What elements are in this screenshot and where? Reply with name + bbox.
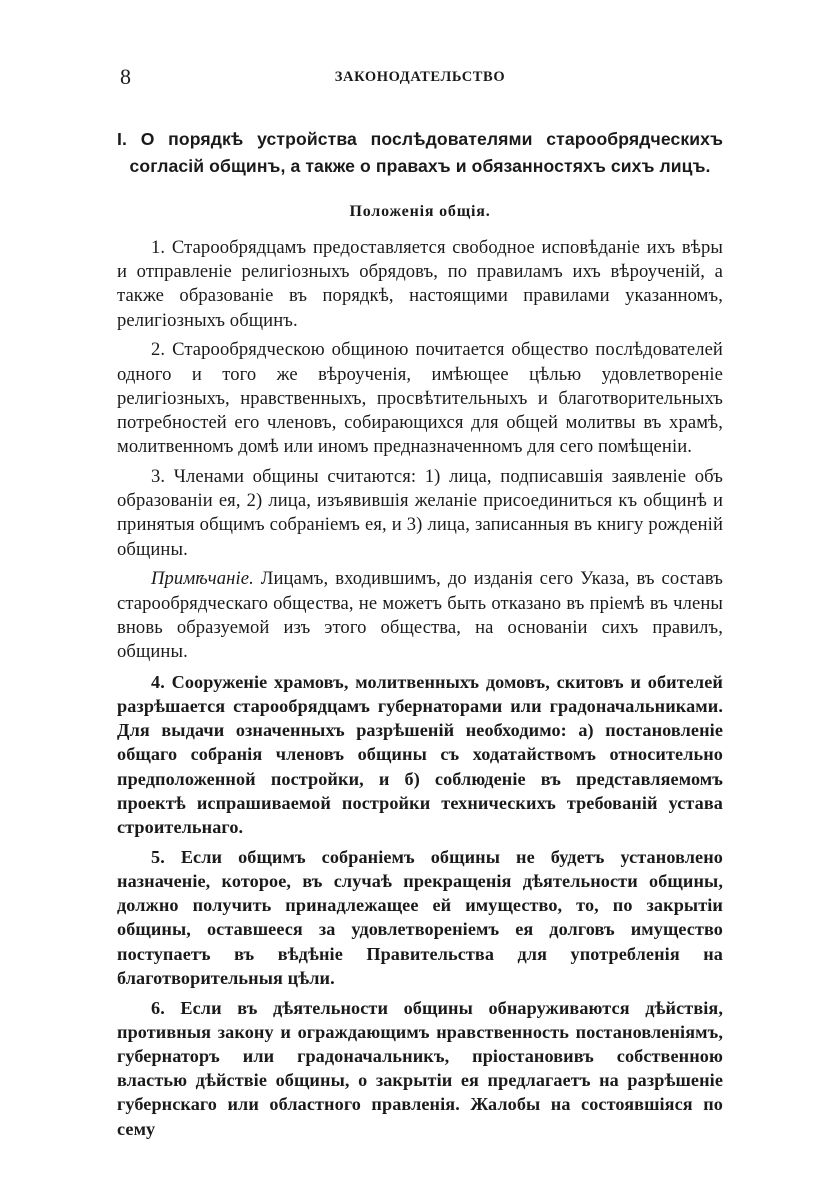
document-page [117,60,723,1146]
running-head [117,60,723,92]
paragraph-1: 1. Старообрядцамъ предоставляется свободное исповѣданіе ихъ вѣры и отправленіе религіозныхъ обрядовъ, по правиламъ ихъ вѣроученій, а также образованіе въ порядкѣ, настоящими правилами указанномъ, религіозныхъ общинъ. [117,237,723,331]
paragraph-5: 5. Если общимъ собраніемъ общины не будетъ установлено назначеніе, которое, въ случаѣ прекращенія дѣятельности общины, должно получить принадлежащее ей имущество, то, по закрытіи общины, оставшееся за удовлетвореніемъ ея долговъ имущество поступаетъ въ вѣдѣніе Правительства для употребленія на благотворительныя цѣли. [117,846,723,988]
body-text [117,236,723,1141]
running-title: ЗАКОНОДАТЕЛЬСТВО [334,69,506,85]
section-subheading: Положенія общія. [349,203,491,220]
note-label: Примѣчаніе. [151,568,254,590]
paragraph-4: 4. Сооруженіе храмовъ, молитвенныхъ домовъ, скитовъ и обителей разрѣшается старообрядцамъ губернаторами или градоначальниками. Для выдачи означенныхъ разрѣшеній необходимо: а) постановленіе общаго собранія членовъ общины съ ходатайствомъ относительно предположенной постройки, и б) соблюденіе въ представляемомъ проектѣ испрашиваемой постройки техническихъ требованій устава строительнаго. [117,671,723,838]
page-number: 8 [120,64,131,89]
paragraph-2: 2. Старообрядческою общиною почитается общество послѣдователей одного и того же вѣроученія, имѣющее цѣлью удовлетвореніе религіозныхъ, нравственныхъ, просвѣтительныхъ и благотворительныхъ потребностей его членовъ, собирающихся для общей молитвы въ храмѣ, молитвенномъ домѣ или иномъ предназначенномъ для сего помѣщеніи. [117,339,723,458]
note-text: Лицамъ, входившимъ, до изданія сего Указа, въ составъ старообрядческаго общества, не можетъ быть отказано въ пріемѣ въ члены вновь образуемой изъ этого общества, на основаніи сихъ правилъ, общины. [117,568,723,663]
section-title: I. О порядкѣ устройства послѣдователями старообрядческихъ согласій общинъ, а также о правахъ и обязанностяхъ сихъ лицъ. [117,129,723,176]
note-paragraph [117,567,723,664]
paragraph-6: 6. Если въ дѣятельности общины обнаруживаются дѣйствія, противныя закону и ограждающимъ нравственность постановленіямъ, губернаторъ или градоначальникъ, пріостановивъ собственною властью дѣйствіе общины, о закрытіи ея предлагаетъ на разрѣшеніе губернскаго или областного правленія. Жалобы на состоявшіяся по сему [117,997,723,1139]
paragraph-3: 3. Членами общины считаются: 1) лица, подписавшія заявленіе объ образованіи ея, 2) лица, изъявившія желаніе присоединиться къ общинѣ и принятыя общимъ собраніемъ ея, и 3) лица, записанныя въ книгу рожденій общины. [117,466,723,560]
